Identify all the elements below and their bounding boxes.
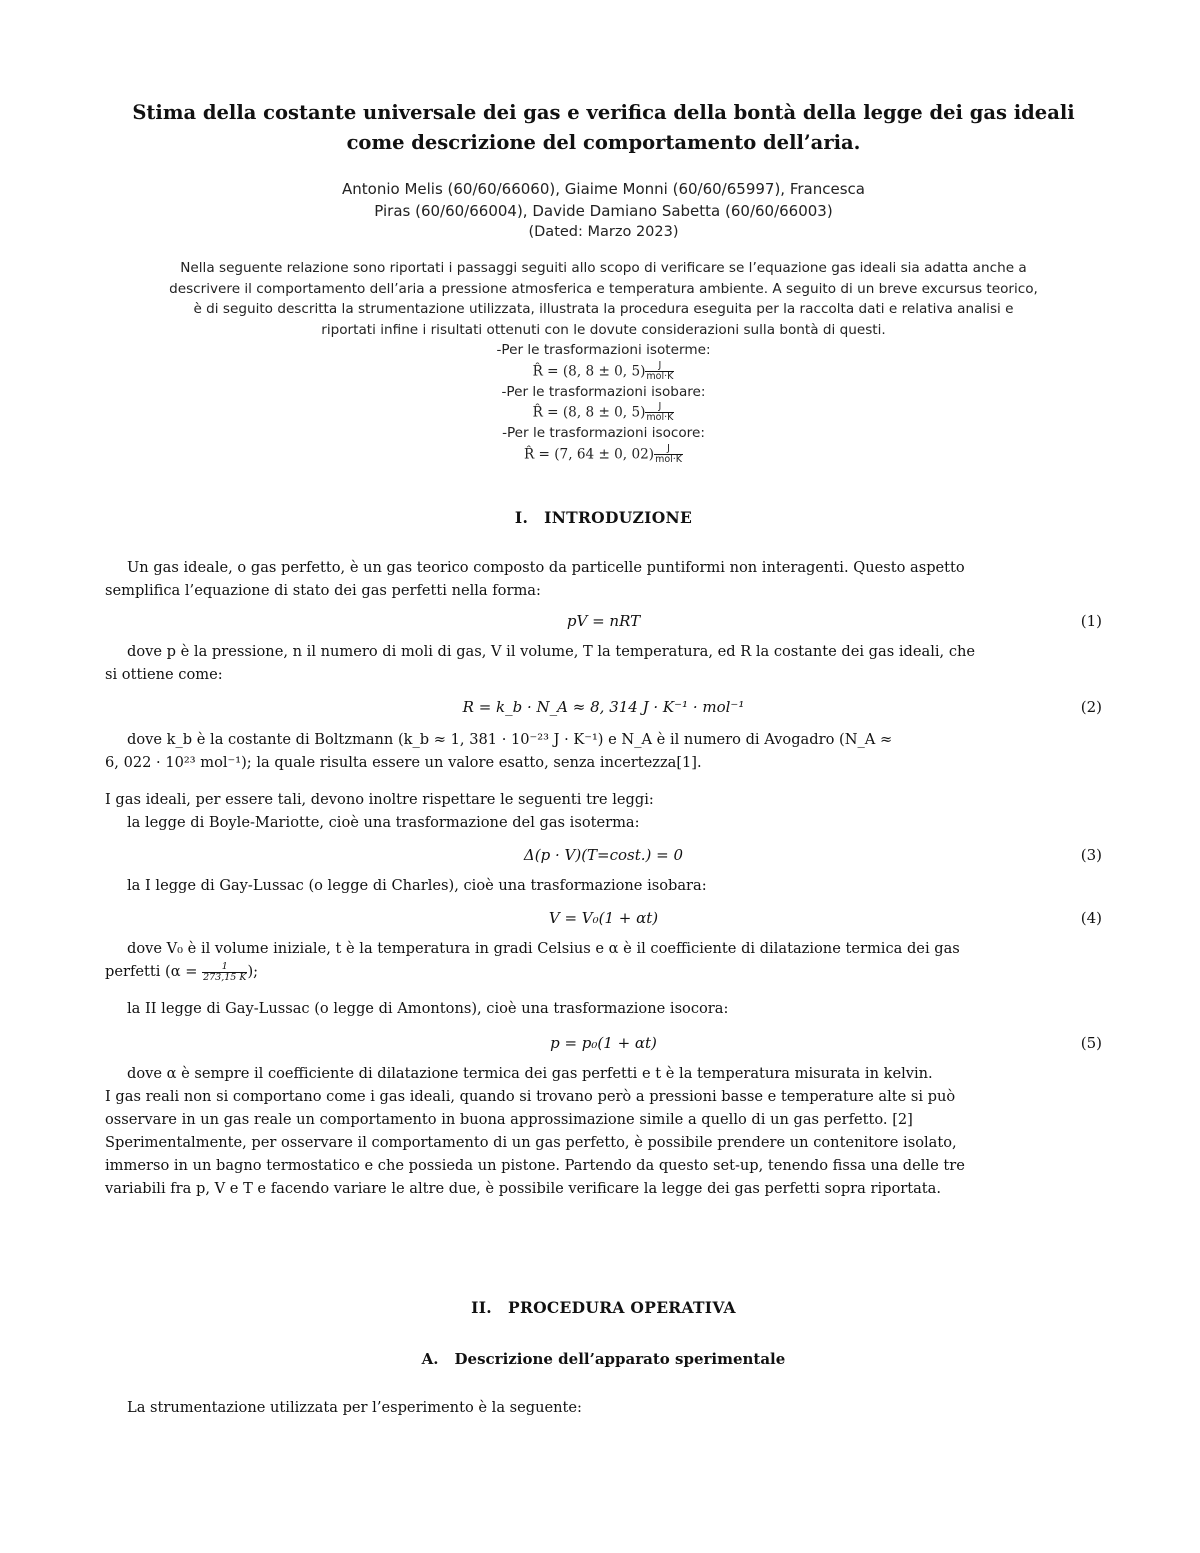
intro-p4: I gas ideali, per essere tali, devono inoltre rispettare le seguenti tre leggi: <box>105 791 654 808</box>
intro-p10-line-4: immerso in un bagno termostatico e che possieda un pistone. Partendo da questo set-up, tenendo fissa una delle tre <box>105 1157 965 1174</box>
subsection-number: A. <box>421 1350 439 1368</box>
dated-line: (Dated: Marzo 2023) <box>528 224 679 240</box>
equation-5-body: p = p₀(1 + αt) <box>550 1034 657 1052</box>
intro-p10-line-1: I gas reali non si comportano come i gas ideali, quando si trovano però a pressioni basse e temperature alte si può <box>105 1088 956 1105</box>
intro-p3-line-2: 6, 022 · 10²³ mol⁻¹); la quale risulta essere un valore esatto, senza incertezza[1]. <box>105 754 702 771</box>
equation-4-body: V = V₀(1 + αt) <box>548 909 659 927</box>
equation-4-number: (4) <box>1080 909 1102 927</box>
title-line-1: Stima della costante universale dei gas e verifica della bontà della legge dei gas ideali <box>132 101 1075 124</box>
alpha-fraction: $\frac{1}{273,15 K}$ <box>203 960 247 983</box>
intro-p9: dove α è sempre il coefficiente di dilatazione termica dei gas perfetti e t è la temperatura misurata in kelvin. <box>127 1065 933 1082</box>
equation-2 <box>105 692 1102 726</box>
equation-2-number: (2) <box>1080 698 1102 716</box>
result-isocore-r: R̂ = (7, 64 ± 0, 02) <box>523 446 655 462</box>
intro-p2-line-1: dove p è la pressione, n il numero di moli di gas, V il volume, T la temperatura, ed R la costante dei gas ideali, che <box>127 643 976 660</box>
authors-line-2: Piras (60/60/66004), Davide Damiano Sabetta (60/60/66003) <box>374 202 833 220</box>
equation-2-body: R = k_b · N_A ≈ 8, 314 J · K⁻¹ · mol⁻¹ <box>462 698 745 716</box>
subsection-heading-apparato <box>105 1350 1102 1368</box>
result-isobare-r: R̂ = (8, 8 ± 0, 5) <box>532 404 646 421</box>
result-unit: $\frac{J}{\text{mol·K}}$ <box>646 359 674 382</box>
procedura-body <box>105 1396 1102 1419</box>
authors-line-1: Antonio Melis (60/60/66060), Giaime Monni (60/60/65997), Francesca <box>342 180 865 198</box>
intro-p10-line-3: Sperimentalmente, per osservare il comportamento di un gas perfetto, è possibile prendere un contenitore isolato, <box>105 1134 957 1151</box>
result-unit: $\frac{J}{\text{mol·K}}$ <box>646 401 674 423</box>
title-line-2: come descrizione del comportamento dell’aria. <box>346 131 861 154</box>
intro-p2-line-2: si ottiene come: <box>105 666 223 683</box>
intro-p10-line-5: variabili fra p, V e T e facendo variare le altre due, è possibile verificare la legge dei gas perfetti sopra riportata. <box>105 1180 942 1197</box>
abstract-line-4: riportati infine i risultati ottenuti con le dovute considerazioni sulla bontà di questi. <box>321 321 886 338</box>
equation-4 <box>105 903 1102 937</box>
abstract-line-1: Nella seguente relazione sono riportati i passaggi seguiti allo scopo di verificare se l’equazione gas ideali sia adatta anche a <box>180 260 1027 276</box>
intro-p7-line-1: dove V₀ è il volume iniziale, t è la temperatura in gradi Celsius e α è il coefficiente di dilatazione termica dei gas <box>127 940 960 957</box>
intro-p8: la II legge di Gay-Lussac (o legge di Amontons), cioè una trasformazione isocora: <box>127 1000 729 1017</box>
result-isoterme-r: R̂ = (8, 8 ± 0, 5) <box>532 363 646 379</box>
section-title: INTRODUZIONE <box>544 508 693 527</box>
result-isobare-value <box>105 402 1102 423</box>
abstract-line-2: descrivere il comportamento dell’aria a pressione atmosferica e temperatura ambiente. A seguito di un breve excursus teorico, <box>169 280 1038 297</box>
intro-p3-line-1: dove k_b è la costante di Boltzmann (k_b ≈ 1, 381 · 10⁻²³ J · K⁻¹) e N_A è il numero di Avogadro (N_A ≈ <box>127 731 893 748</box>
intro-body <box>105 556 1102 1200</box>
equation-5-number: (5) <box>1080 1034 1102 1052</box>
result-isocore-value <box>105 444 1102 465</box>
paper-title <box>105 98 1102 158</box>
result-unit: $\frac{J}{\text{mol·K}}$ <box>655 442 683 465</box>
result-isoterme-label: -Per le trasformazioni isoterme: <box>496 342 711 358</box>
intro-p10-line-2: osservare in un gas reale un comportamento in buona approssimazione simile a quello di un gas perfetto. [2] <box>105 1111 913 1128</box>
result-isobare-label: -Per le trasformazioni isobare: <box>501 383 706 400</box>
intro-p7-line-2 <box>105 960 1102 983</box>
equation-3-body: Δ(p · V)(T=cost.) = 0 <box>523 846 684 864</box>
equation-1 <box>105 606 1102 640</box>
intro-p5: la legge di Boyle-Mariotte, cioè una trasformazione del gas isoterma: <box>127 814 640 831</box>
section-heading-introduzione <box>105 508 1102 527</box>
equation-1-body: pV = nRT <box>566 612 641 630</box>
subsection-title: Descrizione dell’apparato sperimentale <box>454 1350 786 1368</box>
section-heading-procedura <box>105 1298 1102 1317</box>
abstract <box>105 258 1102 465</box>
equation-1-number: (1) <box>1080 612 1102 630</box>
intro-p6: la I legge di Gay-Lussac (o legge di Charles), cioè una trasformazione isobara: <box>127 877 707 894</box>
section-title: PROCEDURA OPERATIVA <box>507 1298 736 1317</box>
author-block <box>105 178 1102 242</box>
alpha-def-suffix: ); <box>247 963 259 980</box>
equation-5 <box>105 1028 1102 1062</box>
section-number: I. <box>514 508 529 527</box>
alpha-def-prefix: perfetti (α = <box>105 963 198 980</box>
result-isocore-label: -Per le trasformazioni isocore: <box>502 425 705 441</box>
intro-p1-line-2: semplifica l’equazione di stato dei gas perfetti nella forma: <box>105 582 541 599</box>
abstract-line-3: è di seguito descritta la strumentazione utilizzata, illustrata la procedura eseguita per la raccolta dati e relativa analisi e <box>193 301 1014 317</box>
intro-p1-line-1: Un gas ideale, o gas perfetto, è un gas teorico composto da particelle puntiformi non interagenti. Questo aspetto <box>127 559 965 576</box>
section-number: II. <box>471 1298 492 1317</box>
procedura-p1: La strumentazione utilizzata per l’esperimento è la seguente: <box>127 1399 582 1416</box>
equation-3-number: (3) <box>1080 846 1102 864</box>
equation-3 <box>105 840 1102 874</box>
result-isoterme-value <box>105 361 1102 382</box>
